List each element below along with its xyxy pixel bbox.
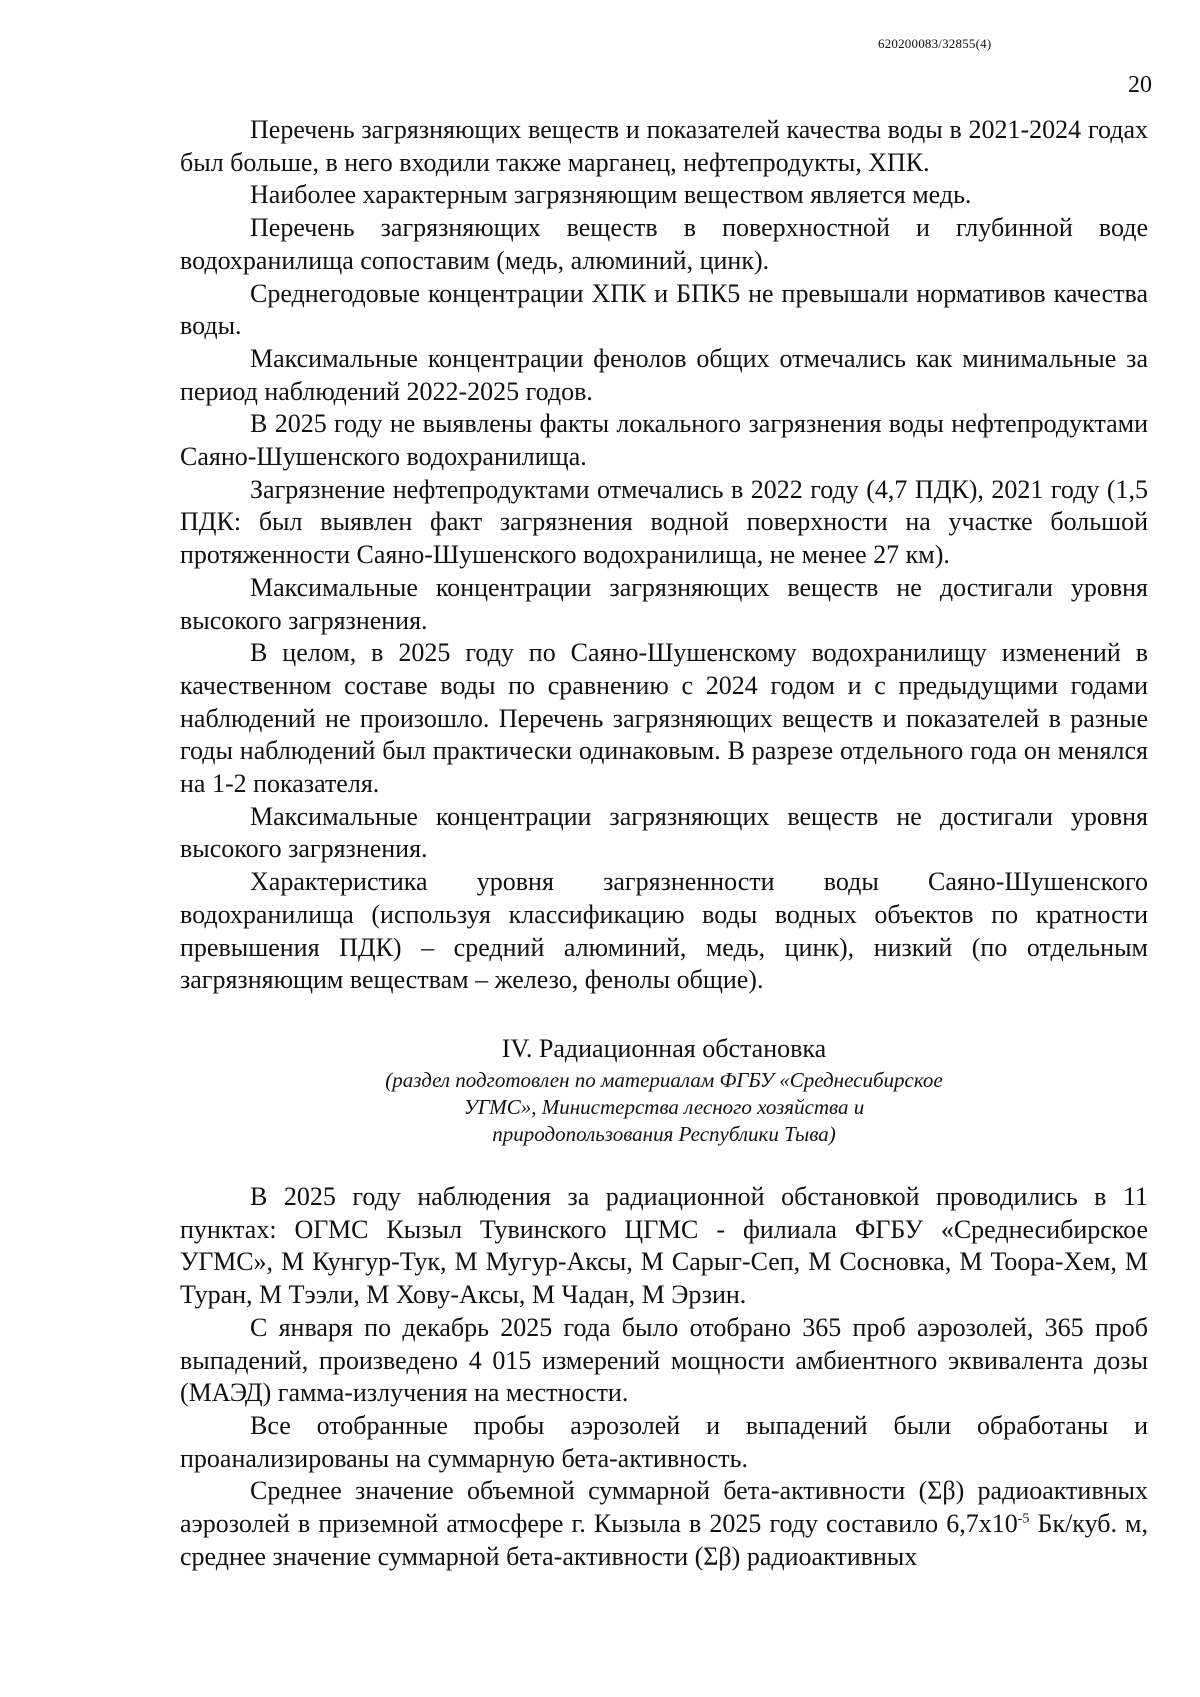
paragraph: Максимальные концентрации загрязняющих веществ не достигали уровня высокого загрязнения. xyxy=(180,801,1148,864)
paragraph: В 2025 году не выявлены факты локального загрязнения воды нефтепродуктами Саяно-Шушенского водохранилища. xyxy=(180,409,1148,472)
water-quality-text xyxy=(180,114,1148,997)
section-heading xyxy=(180,1033,1148,1148)
page-number: 20 xyxy=(1128,72,1152,98)
exponent: -5 xyxy=(1017,1511,1030,1527)
paragraph: В целом, в 2025 году по Саяно-Шушенскому водохранилищу изменений в качественном составе воды по сравнению с 2024 годом и с предыдущими годами наблюдений не произошло. Перечень загрязняющих веществ и показателей в разные годы наблюдений был практически одинаковым. В разрезе отдельного года он менялся на 1-2 показателя. xyxy=(180,638,1148,799)
paragraph: Характеристика уровня загрязненности воды Саяно-Шушенского водохранилища (используя классификацию воды водных объектов по кратности превышения ПДК) – средний алюминий, медь, цинк), низкий (по отдельным загрязняющим веществам – железо, фенолы общие). xyxy=(180,867,1148,995)
text-segment: Бк/куб. м, среднее значение суммарной бета-активности (Σβ) радиоактивных xyxy=(180,1509,1148,1571)
paragraph-with-superscript xyxy=(180,1475,1148,1573)
radiation-text xyxy=(180,1181,1148,1573)
paragraph: Максимальные концентрации фенолов общих отмечались как минимальные за период наблюдений 2022-2025 годов. xyxy=(180,343,1148,406)
paragraph: Перечень загрязняющих веществ в поверхностной и глубинной воде водохранилища сопоставим (медь, алюминий, цинк). xyxy=(180,213,1148,275)
document-number: 620200083/32855(4) xyxy=(878,36,992,51)
paragraph: Среднегодовые концентрации ХПК и БПК5 не превышали нормативов качества воды. xyxy=(180,278,1148,341)
paragraph: Максимальные концентрации загрязняющих веществ не достигали уровня высокого загрязнения. xyxy=(180,572,1148,635)
section-title: IV. Радиационная обстановка xyxy=(501,1034,827,1063)
section-subtitle: (раздел подготовлен по материалам ФГБУ «Среднесибирское УГМС», Министерства лесного хозяйства и природопользования Республики Тыва) xyxy=(385,1068,943,1146)
paragraph: Все отобранные пробы аэрозолей и выпадений были обработаны и проанализированы на суммарную бета-активность. xyxy=(180,1410,1148,1473)
paragraph: С января по декабрь 2025 года было отобрано 365 проб аэрозолей, 365 проб выпадений, произведено 4 015 измерений мощности амбиентного эквивалента дозы (МАЭД) гамма-излучения на местности. xyxy=(180,1312,1148,1408)
paragraph: Наиболее характерным загрязняющим веществом является медь. xyxy=(250,180,972,210)
paragraph: В 2025 году наблюдения за радиационной обстановкой проводились в 11 пунктах: ОГМС Кызыл Тувинского ЦГМС - филиала ФГБУ «Среднесибирское УГМС», М Кунгур-Тук, М Мугур-Аксы, М Сарыг-Сеп, М Сосновка, М Тоора-Хем, М Туран, М Тээли, М Хову-Аксы, М Чадан, М Эрзин. xyxy=(180,1182,1148,1310)
paragraph: Перечень загрязняющих веществ и показателей качества воды в 2021-2024 годах был больше, в него входили также марганец, нефтепродукты, ХПК. xyxy=(180,115,1148,177)
text-segment: Среднее значение объемной суммарной бета-активности (Σβ) радиоактивных аэрозолей в приземной атмосфере г. Кызыла в 2025 году составило 6,7х10 xyxy=(180,1476,1148,1539)
paragraph: Загрязнение нефтепродуктами отмечались в 2022 году (4,7 ПДК), 2021 году (1,5 ПДК: был выявлен факт загрязнения водной поверхности на участке большой протяженности Саяно-Шушенского водохранилища, не менее 27 км). xyxy=(180,474,1148,570)
